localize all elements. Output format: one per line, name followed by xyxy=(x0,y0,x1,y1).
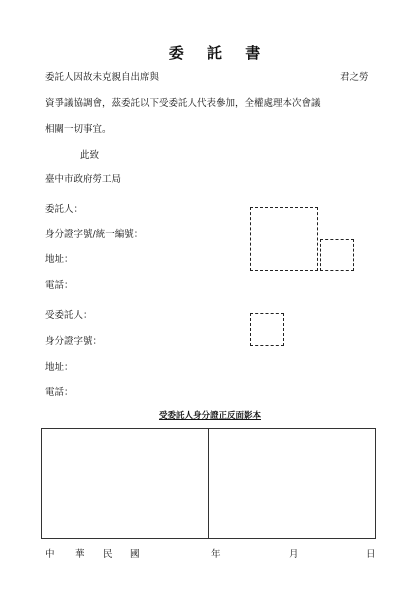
principal-label: 委託人： xyxy=(45,204,84,215)
agent-address-label: 地址： xyxy=(45,362,74,373)
date-month-label: 月 xyxy=(289,549,299,560)
date-char-3: 民 xyxy=(103,549,113,560)
id-copy-front-cell xyxy=(42,429,209,538)
recipient: 臺中市政府勞工局 xyxy=(45,174,122,185)
intro-line-3: 相關一切事宜。 xyxy=(45,124,112,135)
intro-line-1-left: 委託人因故未克親自出席與 xyxy=(45,72,160,83)
intro-line-1-right: 君之勞 xyxy=(340,72,369,83)
salutation: 此致 xyxy=(80,150,100,161)
date-year-label: 年 xyxy=(211,549,221,560)
principal-address-label: 地址： xyxy=(45,254,74,265)
agent-label: 受委託人： xyxy=(45,310,93,321)
document-title: 委 託 書 xyxy=(168,44,270,62)
date-char-1: 中 xyxy=(45,549,55,560)
principal-seal-box-small xyxy=(320,239,354,271)
agent-id-label: 身分證字號： xyxy=(45,336,103,347)
date-char-4: 國 xyxy=(130,549,140,560)
id-copy-back-cell xyxy=(209,429,375,538)
agent-seal-box xyxy=(250,313,284,346)
intro-line-2: 資爭議協調會，茲委託以下受委託人代表參加，全權處理本次會議 xyxy=(45,98,321,109)
date-line xyxy=(45,546,379,560)
date-char-2: 華 xyxy=(75,549,85,560)
date-day-label: 日 xyxy=(366,549,376,560)
id-copy-caption: 受委託人身分證正反面影本 xyxy=(158,411,261,421)
principal-phone-label: 電話： xyxy=(45,280,74,291)
principal-id-label: 身分證字號/統一編號： xyxy=(45,229,144,240)
id-copy-table xyxy=(41,428,376,539)
principal-seal-box-large xyxy=(250,207,318,271)
agent-phone-label: 電話： xyxy=(45,387,74,398)
